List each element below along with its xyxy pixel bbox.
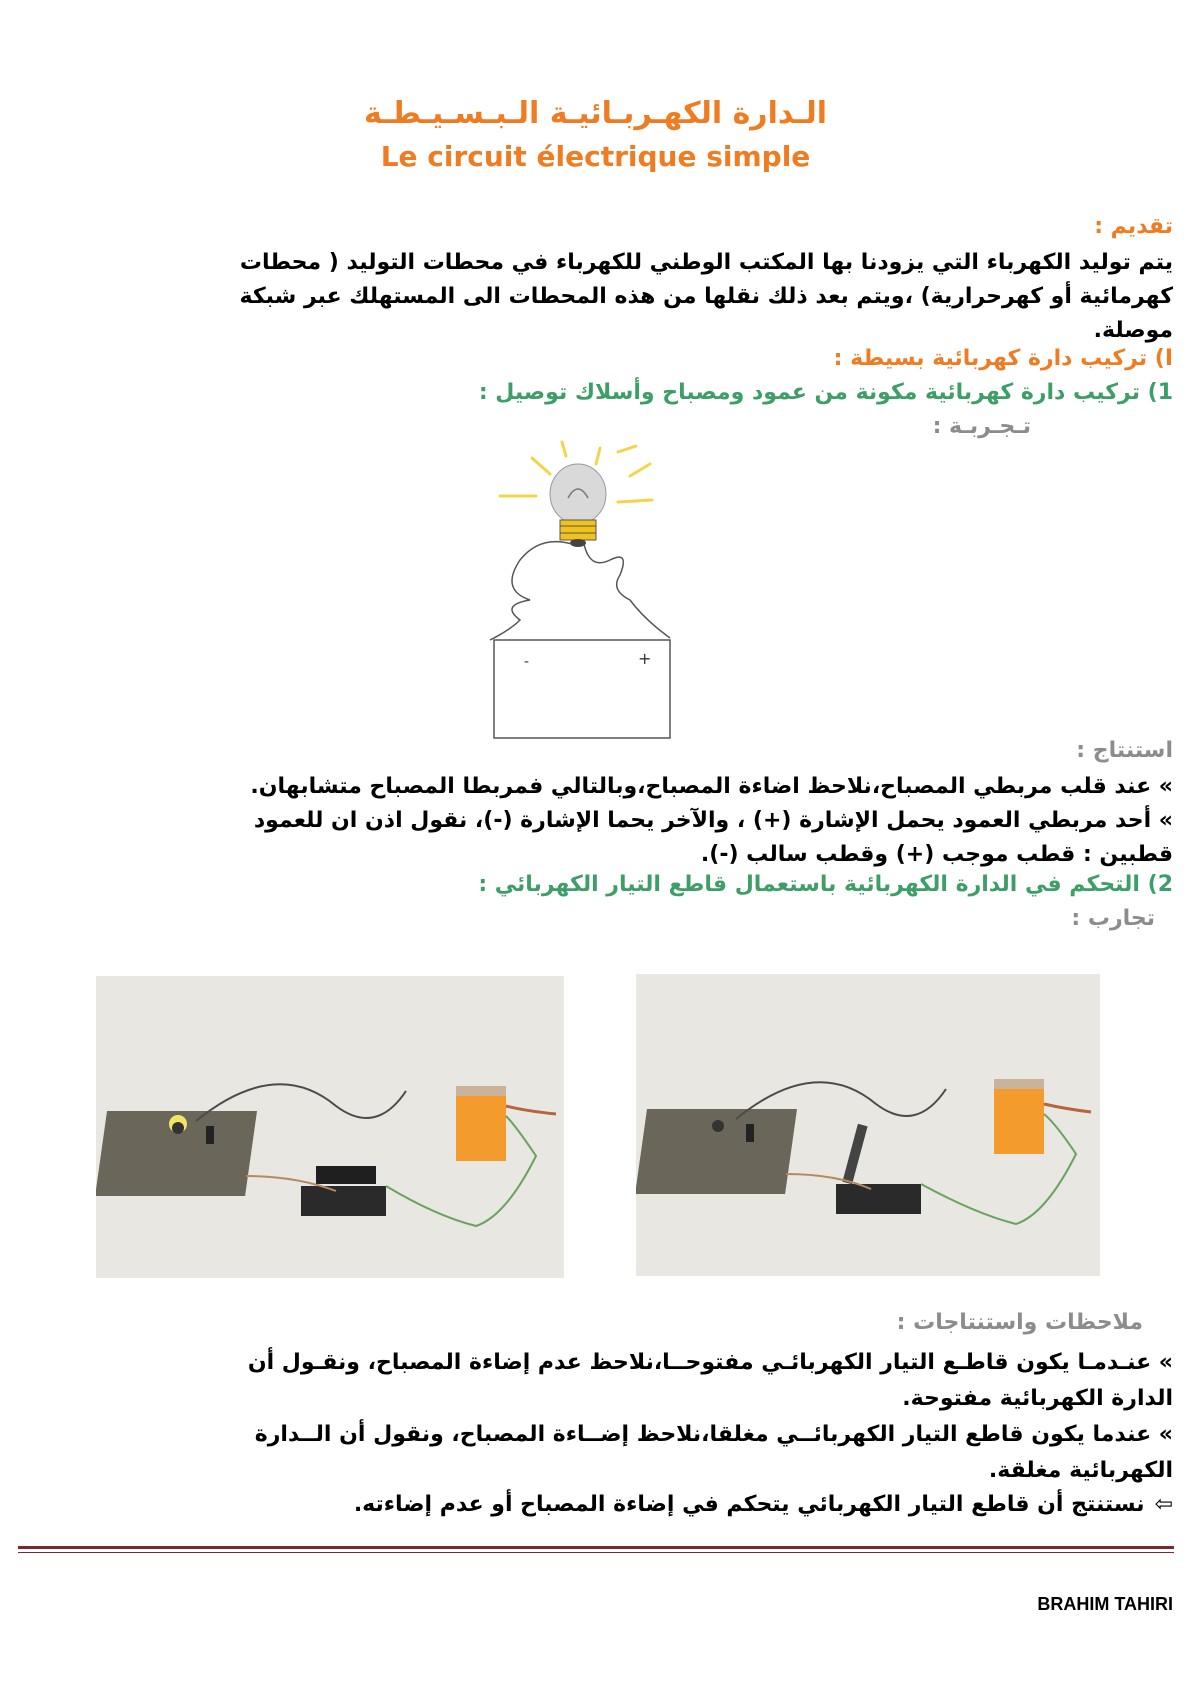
notes-line-3: » عندما يكون قاطع التيار الكهربائــي مغلقا،نلاحظ إضــاءة المصباح، ونقول أن الــدارة bbox=[254, 1422, 1173, 1447]
circuit-diagram bbox=[480, 440, 730, 740]
experiments-label: تجارب : bbox=[1071, 906, 1155, 931]
experiment-label: تـجـربـة : bbox=[932, 414, 1031, 439]
conclusion-line-2: » أحد مربطي العمود يحمل الإشارة (+) ، والآخر يحما الإشارة (-)، نقول اذن ان للعمود bbox=[253, 808, 1173, 833]
bulb-base bbox=[560, 520, 596, 540]
ray bbox=[532, 458, 550, 474]
intro-heading: تقديم : bbox=[1094, 214, 1173, 239]
footer-rule-thick bbox=[18, 1546, 1174, 1549]
page-title-french: Le circuit électrique simple bbox=[380, 140, 811, 173]
intro-line-1: يتم توليد الكهرباء التي يزودنا بها المكتب الوطني للكهرباء في محطات التوليد ( محطات bbox=[239, 250, 1173, 275]
page-title-arabic: الـدارة الكهـربـائيـة الـبـسـيـطـة bbox=[364, 96, 827, 131]
photo-circuit-closed bbox=[96, 976, 564, 1278]
ray bbox=[596, 448, 600, 464]
intro-line-3: موصلة. bbox=[1093, 318, 1173, 343]
notes-line-2: الدارة الكهربائية مفتوحة. bbox=[902, 1386, 1173, 1411]
section-1-heading: I) تركيب دارة كهربائية بسيطة : bbox=[833, 346, 1173, 371]
arrow-left-icon: ⇦ bbox=[1154, 1492, 1173, 1517]
battery-plus-label: + bbox=[638, 649, 652, 668]
footer-rule-thin bbox=[18, 1552, 1174, 1553]
ray bbox=[562, 442, 566, 456]
wire-left bbox=[490, 542, 572, 640]
conclusion-heading: استنتاج : bbox=[1076, 738, 1173, 763]
notes-line-1: » عنـدمـا يكون قاطـع التيار الكهربائـي مفتوحــا،نلاحظ عدم إضاءة المصباح، ونقـول أن bbox=[247, 1350, 1173, 1375]
footer-author: BRAHIM TAHIRI bbox=[1037, 1594, 1173, 1614]
section-2-heading: 2) التحكم في الدارة الكهربائية باستعمال قاطع التيار الكهربائي : bbox=[478, 872, 1173, 897]
wire-right bbox=[584, 544, 670, 638]
battery-minus-label: - bbox=[524, 654, 530, 670]
notes-heading: ملاحظات واستنتاجات : bbox=[896, 1310, 1143, 1335]
notes-conclusion-text: نستنتج أن قاطع التيار الكهربائي يتحكم في إضاءة المصباح أو عدم إضاءته. bbox=[353, 1492, 1145, 1517]
photo-circuit-open bbox=[636, 974, 1100, 1276]
notes-line-4: الكهربائية مغلقة. bbox=[988, 1458, 1173, 1483]
ray bbox=[630, 464, 650, 476]
notes-conclusion bbox=[173, 1488, 1173, 1522]
intro-line-2: كهرمائية أو كهرحرارية) ،ويتم بعد ذلك نقلها من هذه المحطات الى المستهلك عبر شبكة bbox=[239, 284, 1173, 309]
section-1-subheading: 1) تركيب دارة كهربائية مكونة من عمود ومصباح وأسلاك توصيل : bbox=[478, 380, 1173, 405]
conclusion-line-3: قطبين : قطب موجب (+) وقطب سالب (-). bbox=[700, 842, 1173, 867]
ray bbox=[618, 500, 652, 502]
conclusion-line-1: » عند قلب مربطي المصباح،نلاحظ اضاءة المصباح،وبالتالي فمربطا المصباح متشابهان. bbox=[250, 774, 1173, 799]
ray bbox=[618, 446, 636, 452]
bulb-glass bbox=[550, 464, 606, 524]
